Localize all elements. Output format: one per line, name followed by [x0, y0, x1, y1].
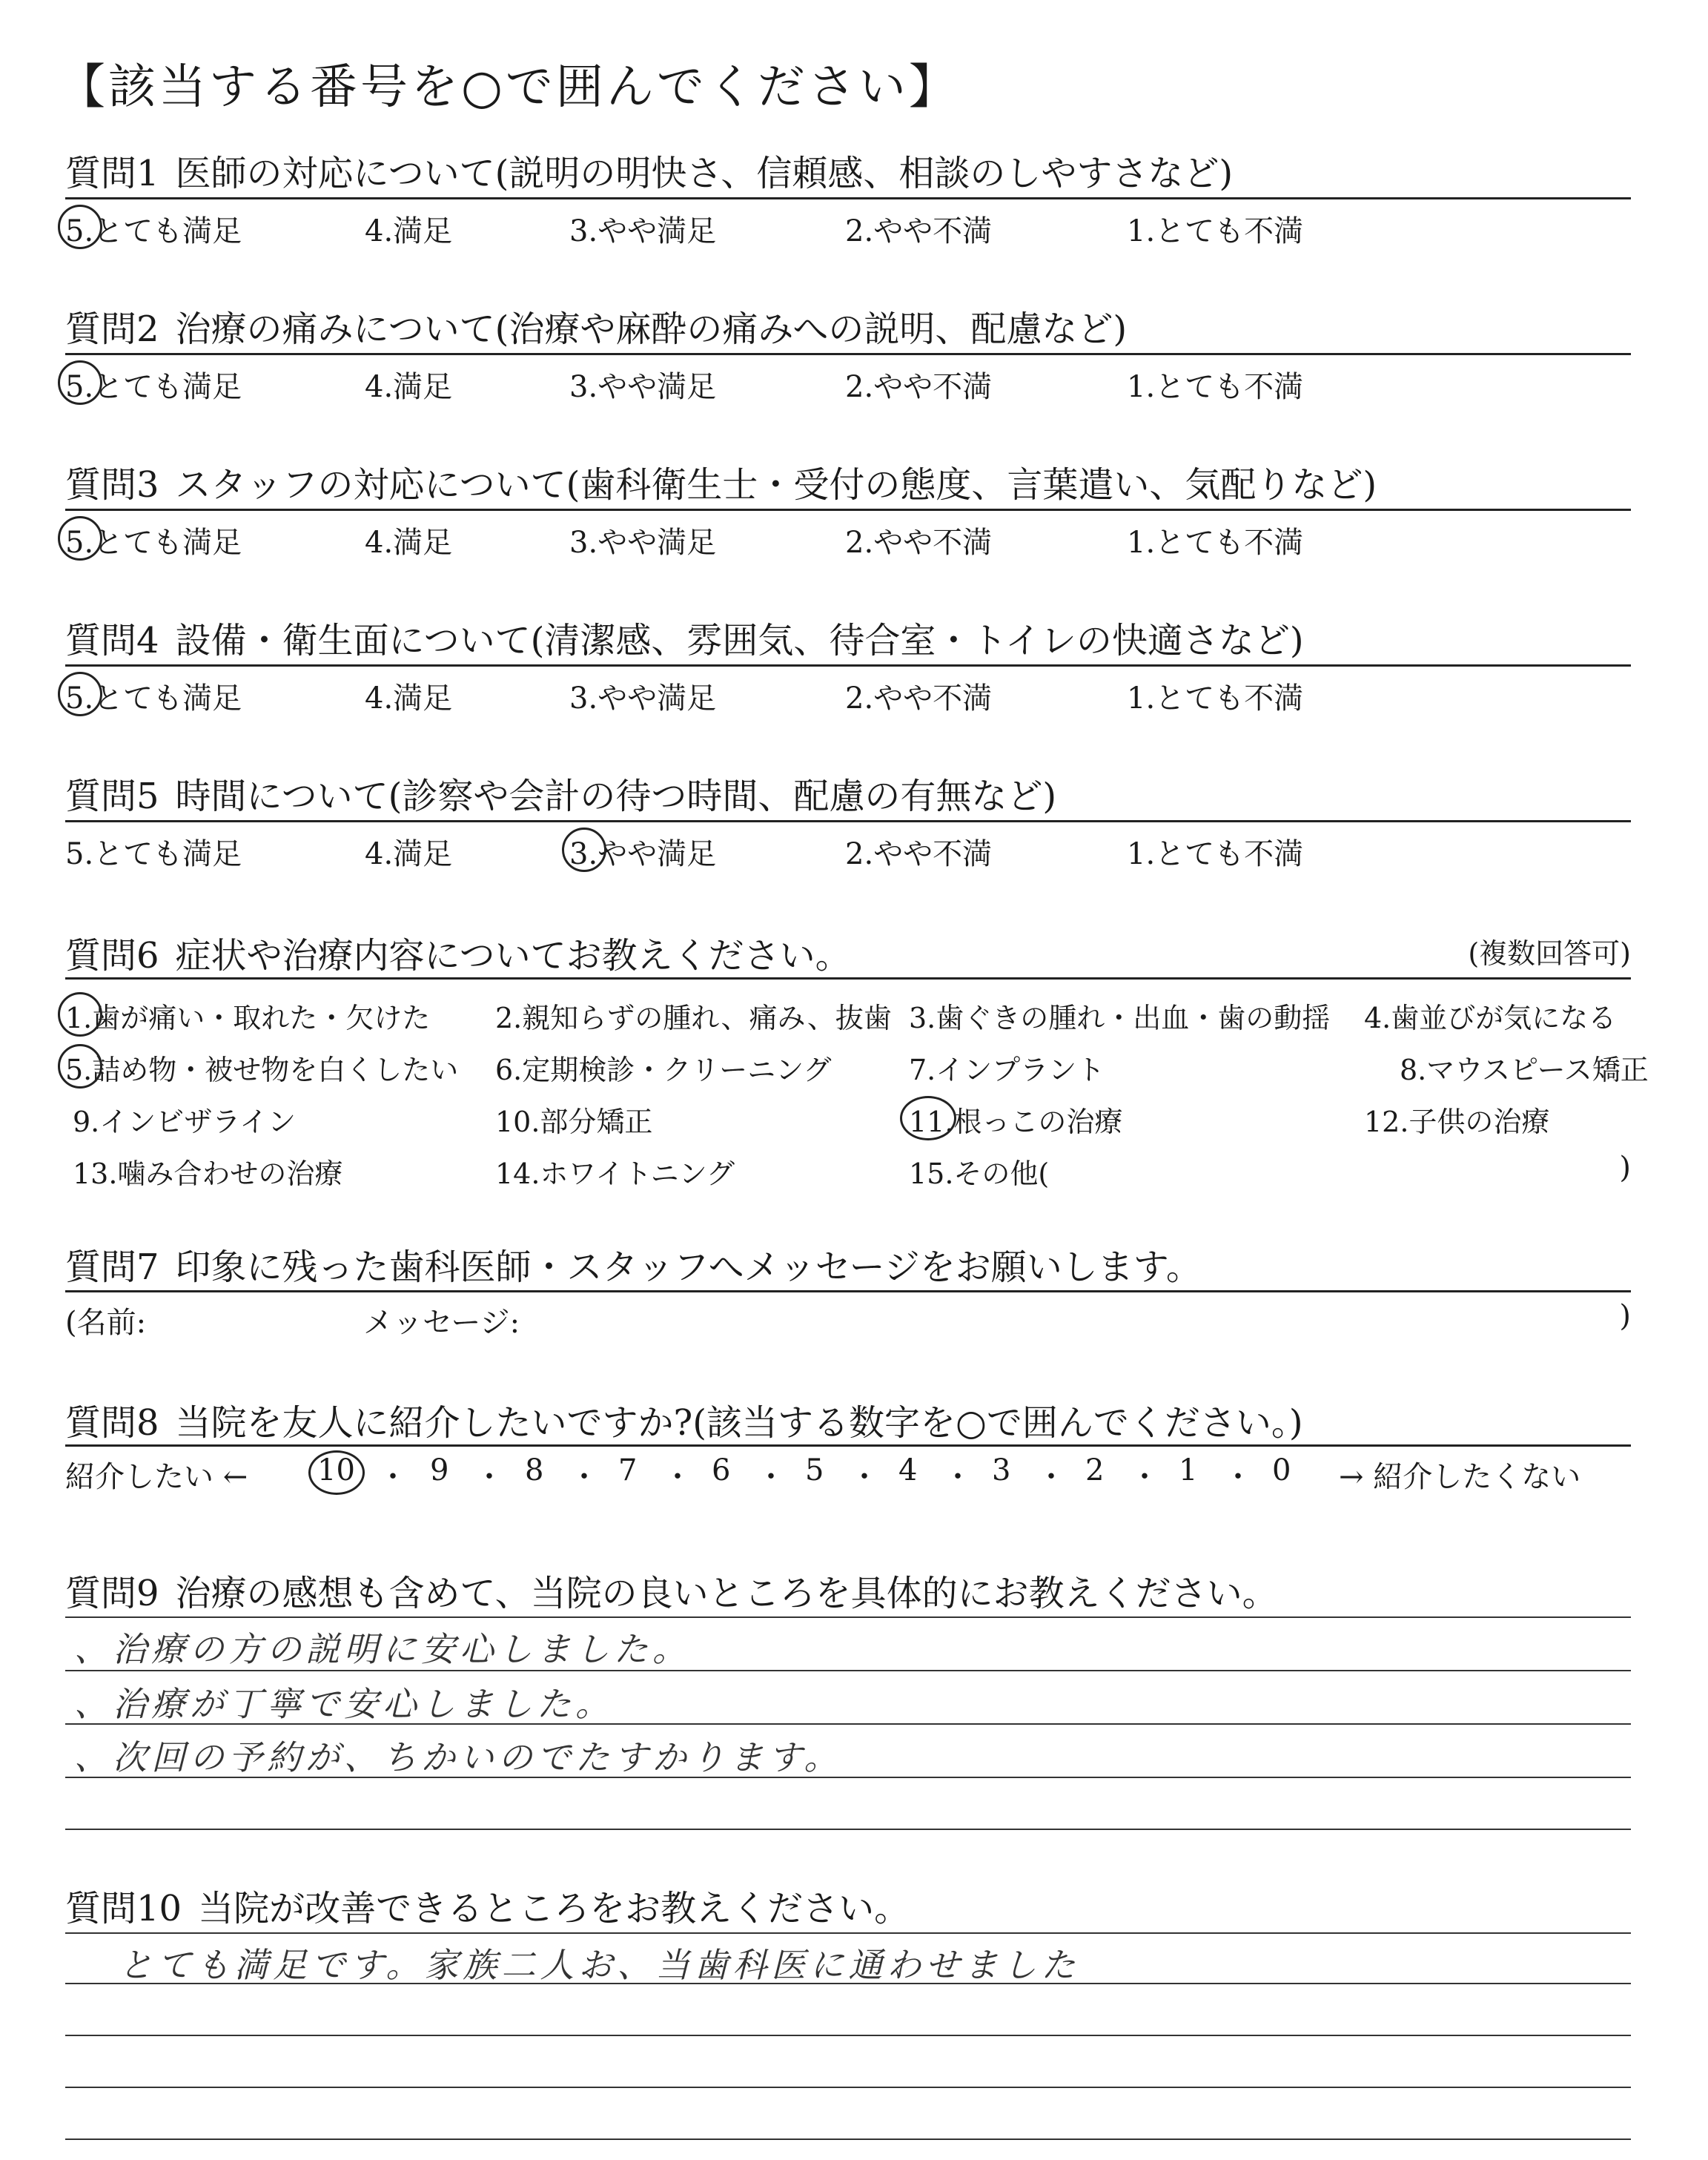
question-8-heading: [65, 1394, 1303, 1445]
answer-line: [65, 1983, 1631, 1984]
question-9-text: 治療の感想も含めて、当院の良いところを具体的にお教えください。: [175, 1573, 1278, 1614]
answer-line: [65, 1670, 1631, 1671]
separator: ・: [1036, 1460, 1066, 1494]
q2-option-1[interactable]: 1.とても不満: [1127, 370, 1304, 404]
question-8-text: 当院を友人に紹介したいですか?(該当する数字を○で囲んでください。): [175, 1402, 1303, 1444]
q3-option-5[interactable]: [65, 519, 242, 561]
separator: ・: [943, 1460, 973, 1494]
q6-option-8[interactable]: 8.マウスピース矯正: [1400, 1054, 1649, 1086]
q4-option-5[interactable]: [65, 675, 242, 717]
question-2-number: 質問2: [65, 308, 159, 350]
separator: ・: [756, 1460, 786, 1494]
answer-line: [65, 1616, 1631, 1618]
divider: [65, 1290, 1631, 1292]
question-2-text: 治療の痛みについて(治療や麻酔の痛みへの説明、配慮など): [175, 308, 1128, 350]
answer-line: [65, 1777, 1631, 1778]
question-7-number: 質問7: [65, 1246, 159, 1288]
q6-option-11[interactable]: [909, 1099, 1122, 1140]
survey-page: 【該当する番号を○で囲んでください】 質問1 医師の対応について(説明の明快さ、信頼感、相談のしやすさなど) 5.とても満足 4.満足 3.やや満足 2.やや不満 1.とても不満 質問2 治療の痛みについて(治療や麻酔の痛みへの説明、配慮など) 5.とても満足 4.満足 3.やや満足 2.やや不満 1.とても不満 質問3 スタッフの対応について(歯科衛生士・受付の態度、言葉遣い、気配りなど) 5.とても満足 4.満足 3.やや満足 2.やや不満 1.とても不満 質問4 設備・衛生面について(清潔感、雰囲気、待合室・トイレの快適さなど) 5.とても満足 4.満足 3.やや満足 2.やや不満 1.とても不満 質問5 時間について(診察や会計の待つ時間、配慮の有無など) 5.とても満足 4.満足 3.やや満足 2.やや不満 1.とても不満 質問6 症状や治療内容についてお教えください。 (複数回答可) 1.歯が痛い・取れた・欠けた 2.親知らずの腫れ、痛み、抜歯 3.歯ぐきの腫れ・出血・歯の動揺 4.歯並びが気になる 5.詰め物・被せ物を白くしたい 6.定期検診・クリーニング 7.インプラント 8.マウスピース矯正 9.インビザライン 10.部分矯正 11.根っこの治療 12.子供の治療 13.噛み合わせの治療 14.ホワイトニング 15.その他( ) 質問7 印象に残った歯科医師・スタッフへメッセージをお願いします。 (名前: メッセージ: ) 質問8 当院を友人に紹介したいですか?(該当する数字を○で囲んでください。) 紹介したい ← 10 ・ 9 ・ 8 ・ 7 ・ 6 ・ 5 ・ 4 ・ 3 ・ 2 ・ 1 ・ 0 → 紹介したくない 質問9 治療の感想も含めて、当院の良いところを具体的にお教えください。 、治療の方の説明に安心しました。 、治療が丁寧で安心しました。 、次回の予約が、ちかいのでたすかります。 質問10 当院が改善できるところをお教えください。 とても満足です。家族二人お、当歯科医に通わせました: [0, 0, 1708, 2160]
name-label: (名前:: [65, 1306, 147, 1340]
q5-option-1[interactable]: 1.とても不満: [1127, 837, 1304, 871]
selected-circle: 3.やや満足: [569, 830, 716, 873]
question-5-text: 時間について(診察や会計の待つ時間、配慮の有無など): [175, 776, 1057, 817]
answer-line: [65, 1723, 1631, 1725]
question-10-number: 質問10: [65, 1888, 182, 1929]
divider: [65, 1444, 1631, 1447]
divider: [65, 509, 1631, 511]
q3-option-3[interactable]: 3.やや満足: [569, 526, 717, 560]
q9-answer-3: 、次回の予約が、ちかいのでたすかります。: [74, 1737, 843, 1777]
answer-line: [65, 2138, 1631, 2140]
q3-option-4[interactable]: 4.満足: [365, 526, 453, 560]
question-4-number: 質問4: [65, 620, 159, 661]
question-2-heading: [65, 300, 1127, 351]
divider: [65, 353, 1631, 355]
question-7-text: 印象に残った歯科医師・スタッフへメッセージをお願いします。: [175, 1246, 1202, 1288]
q1-option-3[interactable]: 3.やや満足: [569, 214, 717, 248]
q6-option-4[interactable]: 4.歯並びが気になる: [1364, 1002, 1617, 1034]
question-6-text: 症状や治療内容についてお教えください。: [175, 935, 851, 977]
message-label: メッセージ:: [363, 1306, 520, 1340]
q2-option-5[interactable]: [65, 363, 242, 406]
separator: ・: [850, 1460, 879, 1494]
scale-4[interactable]: 4: [898, 1453, 918, 1487]
q6-option-15[interactable]: 15.その他(: [909, 1157, 1050, 1190]
scale-right-label: → 紹介したくない: [1339, 1460, 1581, 1494]
q2-option-4[interactable]: 4.満足: [365, 370, 453, 404]
q2-option-2[interactable]: 2.やや不満: [845, 370, 993, 404]
q6-option-9[interactable]: 9.インビザライン: [73, 1106, 297, 1138]
question-6-heading: [65, 927, 1631, 978]
q6-option-12[interactable]: 12.子供の治療: [1364, 1106, 1550, 1138]
q3-option-2[interactable]: 2.やや不満: [845, 526, 993, 560]
scale-7[interactable]: 7: [618, 1453, 638, 1487]
q6-option-14[interactable]: 14.ホワイトニング: [495, 1157, 735, 1190]
q6-option-7[interactable]: 7.インプラント: [909, 1054, 1105, 1086]
q6-other-close: ): [1619, 1151, 1631, 1185]
question-3-number: 質問3: [65, 464, 159, 506]
q6-option-13[interactable]: 13.噛み合わせの治療: [73, 1157, 343, 1190]
q6-option-10[interactable]: 10.部分矯正: [495, 1106, 653, 1138]
separator: ・: [1223, 1460, 1253, 1494]
q5-option-4[interactable]: 4.満足: [365, 837, 453, 871]
separator: ・: [569, 1460, 599, 1494]
scale-5[interactable]: 5: [805, 1453, 824, 1487]
q6-option-1[interactable]: [65, 995, 430, 1036]
selected-circle: 5.とても満足: [65, 208, 242, 250]
scale-6[interactable]: 6: [712, 1453, 731, 1487]
divider: [65, 664, 1631, 667]
q5-option-2[interactable]: 2.やや不満: [845, 837, 993, 871]
question-1-text: 医師の対応について(説明の明快さ、信頼感、相談のしやすさなど): [175, 153, 1234, 194]
q9-answer-1: 、治療の方の説明に安心しました。: [74, 1629, 691, 1669]
question-6-number: 質問6: [65, 935, 159, 977]
q4-option-2[interactable]: 2.やや不満: [845, 681, 993, 716]
question-5-number: 質問5: [65, 776, 159, 817]
q1-option-1[interactable]: 1.とても不満: [1127, 214, 1304, 248]
separator: ・: [378, 1460, 408, 1494]
answer-line: [65, 1932, 1631, 1934]
q2-option-3[interactable]: 3.やや満足: [569, 370, 717, 404]
scale-left-label: 紹介したい ←: [65, 1460, 248, 1494]
divider: [65, 820, 1631, 822]
separator: ・: [1130, 1460, 1159, 1494]
q4-option-3[interactable]: 3.やや満足: [569, 681, 717, 716]
scale-1[interactable]: 1: [1179, 1453, 1198, 1487]
page-title: 【該当する番号を○で囲んでください】: [58, 60, 959, 115]
scale-0[interactable]: 0: [1272, 1453, 1291, 1487]
question-3-text: スタッフの対応について(歯科衛生士・受付の態度、言葉遣い、気配りなど): [175, 464, 1377, 506]
answer-line: [65, 2035, 1631, 2036]
q9-answer-2: 、治療が丁寧で安心しました。: [74, 1684, 614, 1724]
answer-line: [65, 2087, 1631, 2088]
selected-circle: 5.とても満足: [65, 363, 242, 406]
scale-3[interactable]: 3: [992, 1453, 1011, 1487]
q4-option-4[interactable]: 4.満足: [365, 681, 453, 716]
selected-circle: 5.とても満足: [65, 519, 242, 561]
q4-option-1[interactable]: 1.とても不満: [1127, 681, 1304, 716]
question-9-heading: [65, 1565, 1278, 1616]
divider: [65, 977, 1631, 980]
question-7-heading: [65, 1238, 1202, 1289]
question-4-heading: [65, 612, 1304, 663]
question-9-number: 質問9: [65, 1573, 159, 1614]
question-3-heading: [65, 456, 1377, 507]
question-4-text: 設備・衛生面について(清潔感、雰囲気、待合室・トイレの快適さなど): [175, 620, 1304, 661]
q1-option-4[interactable]: 4.満足: [365, 214, 453, 248]
q5-option-3[interactable]: [569, 830, 716, 873]
selected-circle: 5.詰め物・被せ物を白くしたい: [65, 1047, 458, 1088]
selected-circle: 1.歯が痛い・取れた・欠けた: [65, 995, 430, 1036]
q6-option-2[interactable]: 2.親知らずの腫れ、痛み、抜歯: [495, 1002, 892, 1034]
question-5-heading: [65, 767, 1056, 819]
scale-2[interactable]: 2: [1085, 1453, 1105, 1487]
q3-option-1[interactable]: 1.とても不満: [1127, 526, 1304, 560]
scale-8[interactable]: 8: [525, 1453, 544, 1487]
selected-circle: 5.とても満足: [65, 675, 242, 717]
question-10-heading: [65, 1880, 910, 1931]
separator: ・: [663, 1460, 692, 1494]
question-1-heading: [65, 145, 1233, 196]
q6-option-6[interactable]: 6.定期検診・クリーニング: [495, 1054, 832, 1086]
message-close: ): [1619, 1299, 1631, 1333]
q1-option-5[interactable]: [65, 208, 242, 250]
q1-option-2[interactable]: 2.やや不満: [845, 214, 993, 248]
scale-9[interactable]: 9: [430, 1453, 449, 1487]
answer-line: [65, 1829, 1631, 1830]
separator: ・: [474, 1460, 504, 1494]
selected-circle: 11.根っこの治療: [909, 1099, 1122, 1140]
question-8-number: 質問8: [65, 1402, 159, 1444]
q6-option-5[interactable]: [65, 1047, 458, 1088]
q6-option-3[interactable]: 3.歯ぐきの腫れ・出血・歯の動揺: [909, 1002, 1331, 1034]
question-1-number: 質問1: [65, 153, 159, 194]
q10-answer-1: とても満足です。家族二人お、当歯科医に通わせました: [119, 1945, 1080, 1985]
q5-option-5[interactable]: 5.とても満足: [65, 837, 242, 871]
question-10-text: 当院が改善できるところをお教えください。: [198, 1888, 910, 1929]
multiple-answers-note: (複数回答可): [1468, 937, 1631, 970]
divider: [65, 197, 1631, 199]
